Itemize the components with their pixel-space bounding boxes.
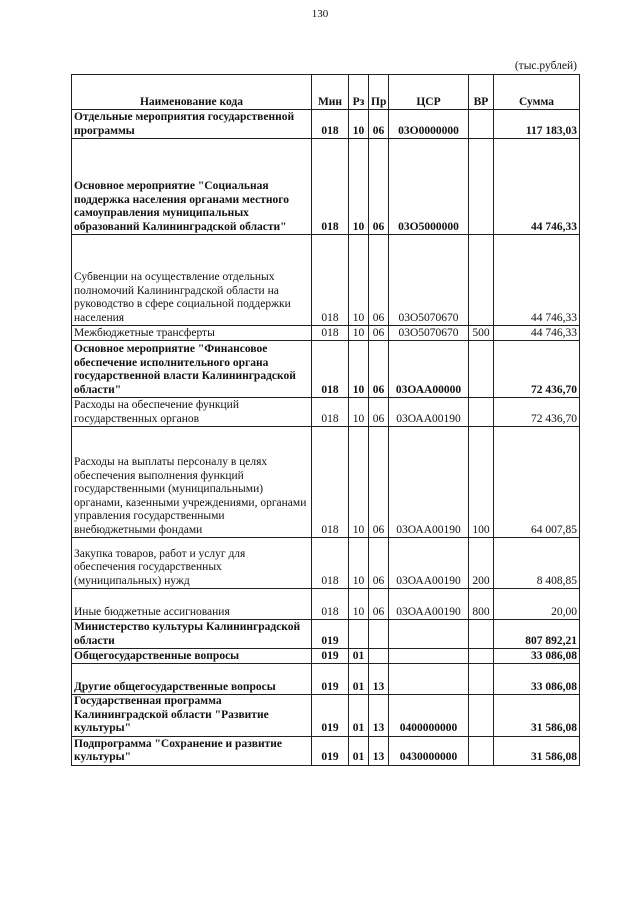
table-row (72, 398, 580, 427)
table-row (72, 538, 580, 589)
row-min: 018 (312, 538, 349, 589)
row-sum: 117 183,03 (494, 110, 580, 139)
page-number: 130 (311, 8, 329, 20)
row-sum: 33 086,08 (494, 664, 580, 695)
row-name: Расходы на обеспечение функций государственных органов (72, 398, 312, 427)
header-name: Наименование кода (72, 75, 312, 110)
row-pr: 06 (369, 538, 389, 589)
table-row (72, 589, 580, 620)
table-row (72, 736, 580, 765)
row-min: 018 (312, 398, 349, 427)
row-rz: 10 (349, 110, 369, 139)
row-csr: 0430000000 (389, 736, 469, 765)
row-csr: 03ОАА00000 (389, 341, 469, 398)
row-min: 019 (312, 695, 349, 737)
table-row (72, 326, 580, 341)
row-min: 019 (312, 620, 349, 649)
row-pr: 06 (369, 589, 389, 620)
row-rz: 10 (349, 139, 369, 235)
row-pr: 06 (369, 326, 389, 341)
budget-table (71, 74, 580, 766)
row-pr: 13 (369, 664, 389, 695)
row-csr: 03О5000000 (389, 139, 469, 235)
row-min: 019 (312, 649, 349, 664)
row-csr: 03О5070670 (389, 235, 469, 326)
row-csr: 0400000000 (389, 695, 469, 737)
row-rz: 10 (349, 326, 369, 341)
table-row (72, 649, 580, 664)
row-name: Подпрограмма "Сохранение и развитие культуры" (72, 736, 312, 765)
row-min: 019 (312, 736, 349, 765)
row-min: 018 (312, 139, 349, 235)
row-rz: 10 (349, 341, 369, 398)
row-vr (469, 664, 494, 695)
row-min: 018 (312, 235, 349, 326)
row-sum: 64 007,85 (494, 427, 580, 538)
row-vr (469, 139, 494, 235)
row-sum: 72 436,70 (494, 398, 580, 427)
row-vr (469, 341, 494, 398)
row-sum: 33 086,08 (494, 649, 580, 664)
header-vr: ВР (469, 75, 494, 110)
table-row (72, 427, 580, 538)
row-name: Иные бюджетные ассигнования (72, 589, 312, 620)
row-csr (389, 664, 469, 695)
row-csr: 03О5070670 (389, 326, 469, 341)
table-row (72, 341, 580, 398)
table-header-row (72, 75, 580, 110)
row-rz (349, 620, 369, 649)
row-rz: 10 (349, 398, 369, 427)
row-sum: 20,00 (494, 589, 580, 620)
table-row (72, 620, 580, 649)
row-min: 019 (312, 664, 349, 695)
row-name: Закупка товаров, работ и услуг для обеспечения государственных (муниципальных) нужд (72, 538, 312, 589)
row-vr: 500 (469, 326, 494, 341)
row-name: Расходы на выплаты персоналу в целях обеспечения выполнения функций государственными (муниципальными) органами, казенными учреждениями, органами управления государственными внебюджетными фондами (72, 427, 312, 538)
row-rz: 10 (349, 538, 369, 589)
row-pr: 06 (369, 427, 389, 538)
row-min: 018 (312, 589, 349, 620)
row-name: Общегосударственные вопросы (72, 649, 312, 664)
row-pr: 13 (369, 695, 389, 737)
row-name: Субвенции на осуществление отдельных полномочий Калининградской области на руководство в сфере социальной поддержки населения (72, 235, 312, 326)
row-csr: 03ОАА00190 (389, 427, 469, 538)
row-vr (469, 649, 494, 664)
row-rz: 10 (349, 427, 369, 538)
row-vr: 800 (469, 589, 494, 620)
units-label: (тыс.рублей) (514, 60, 577, 72)
row-name: Основное мероприятие "Социальная поддержка населения органами местного самоуправления муниципальных образований Калининградской области" (72, 139, 312, 235)
row-min: 018 (312, 341, 349, 398)
row-vr (469, 695, 494, 737)
row-sum: 44 746,33 (494, 235, 580, 326)
row-min: 018 (312, 326, 349, 341)
header-csr: ЦСР (389, 75, 469, 110)
row-vr: 100 (469, 427, 494, 538)
row-min: 018 (312, 110, 349, 139)
row-sum: 8 408,85 (494, 538, 580, 589)
row-rz: 01 (349, 695, 369, 737)
row-sum: 31 586,08 (494, 695, 580, 737)
row-sum: 72 436,70 (494, 341, 580, 398)
row-min: 018 (312, 427, 349, 538)
row-pr: 06 (369, 110, 389, 139)
row-sum: 44 746,33 (494, 326, 580, 341)
row-csr: 03ОАА00190 (389, 589, 469, 620)
row-name: Межбюджетные трансферты (72, 326, 312, 341)
row-sum: 807 892,21 (494, 620, 580, 649)
row-sum: 44 746,33 (494, 139, 580, 235)
header-min: Мин (312, 75, 349, 110)
row-vr (469, 398, 494, 427)
row-pr (369, 620, 389, 649)
row-csr (389, 649, 469, 664)
row-sum: 31 586,08 (494, 736, 580, 765)
row-csr: 03ОАА00190 (389, 538, 469, 589)
table-row (72, 110, 580, 139)
row-pr: 06 (369, 235, 389, 326)
row-pr: 13 (369, 736, 389, 765)
row-pr: 06 (369, 341, 389, 398)
table-row (72, 235, 580, 326)
row-rz: 01 (349, 736, 369, 765)
row-name: Основное мероприятие "Финансовое обеспечение исполнительного органа государственной власти Калининградской области" (72, 341, 312, 398)
header-sum: Сумма (494, 75, 580, 110)
row-name: Министерство культуры Калининградской области (72, 620, 312, 649)
row-csr: 03ОАА00190 (389, 398, 469, 427)
row-rz: 01 (349, 649, 369, 664)
row-pr: 06 (369, 139, 389, 235)
row-name: Отдельные мероприятия государственной программы (72, 110, 312, 139)
header-rz: Рз (349, 75, 369, 110)
table-body (72, 110, 580, 766)
row-name: Другие общегосударственные вопросы (72, 664, 312, 695)
row-csr (389, 620, 469, 649)
row-pr: 06 (369, 398, 389, 427)
row-rz: 10 (349, 589, 369, 620)
table-row (72, 664, 580, 695)
row-vr (469, 620, 494, 649)
row-rz: 01 (349, 664, 369, 695)
table-row (72, 695, 580, 737)
row-vr (469, 235, 494, 326)
header-pr: Пр (369, 75, 389, 110)
row-pr (369, 649, 389, 664)
table-row (72, 139, 580, 235)
row-vr: 200 (469, 538, 494, 589)
row-name: Государственная программа Калининградской области "Развитие культуры" (72, 695, 312, 737)
row-vr (469, 110, 494, 139)
row-vr (469, 736, 494, 765)
row-rz: 10 (349, 235, 369, 326)
row-csr: 03О0000000 (389, 110, 469, 139)
